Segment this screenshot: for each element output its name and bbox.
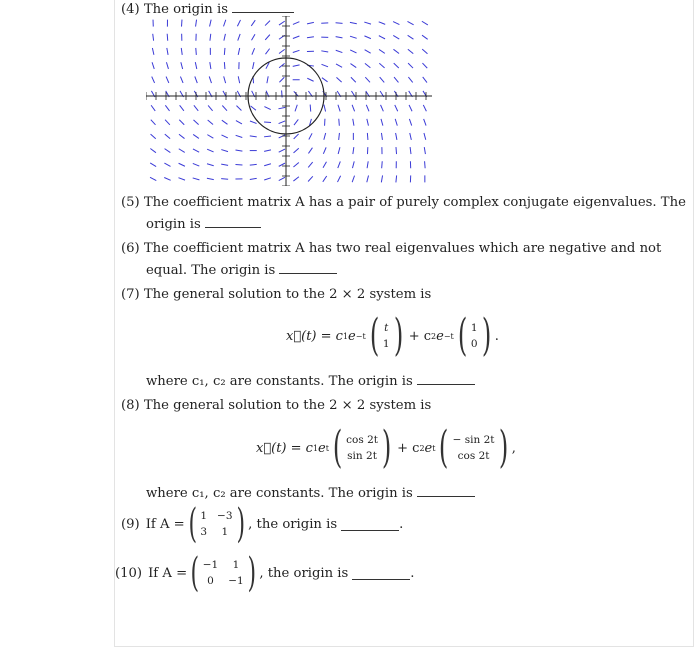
question-8 (121, 398, 431, 414)
subscript: 1 (312, 443, 319, 453)
field-segment (365, 63, 370, 67)
field-segment (407, 21, 413, 24)
field-segment (193, 134, 199, 138)
field-segment (252, 34, 255, 40)
question-text: equal. The origin is (146, 263, 276, 278)
field-segment (279, 135, 285, 138)
vector-entry: t (384, 322, 389, 334)
matrix-entry: −1 (202, 559, 219, 571)
field-segment (279, 149, 285, 152)
vector-entry: sin 2t (347, 450, 377, 462)
field-segment (353, 147, 354, 154)
question-number: (8) (121, 398, 140, 413)
question-text: The general solution to the 2 × 2 system is (143, 398, 432, 413)
field-segment (196, 20, 197, 27)
field-segment (321, 51, 328, 52)
field-segment (321, 64, 328, 67)
field-segment (279, 63, 284, 67)
field-segment (424, 133, 426, 140)
direction-field-svg (146, 16, 432, 186)
field-segment (393, 22, 399, 25)
field-segment (379, 49, 385, 53)
field-segment (294, 134, 299, 139)
field-segment (294, 148, 299, 153)
field-segment (194, 105, 198, 110)
field-segment (423, 77, 427, 83)
field-segment (153, 34, 154, 41)
answer-blank[interactable] (341, 518, 399, 531)
exponent: t (325, 443, 329, 453)
equation-lhs: x⃗(t) = c (286, 328, 343, 344)
field-segment (193, 163, 200, 166)
answer-blank[interactable] (417, 372, 475, 385)
field-segment (264, 122, 271, 123)
field-segment (236, 135, 243, 137)
vector-entry: 1 (382, 338, 390, 350)
matrix-entry: 1 (232, 559, 240, 571)
exp-base: e (436, 328, 444, 344)
question-text: where c₁, c₂ are constants. The origin is (146, 374, 413, 389)
field-segment (396, 133, 397, 140)
field-segment (425, 161, 426, 168)
field-segment (395, 105, 398, 111)
field-segment (396, 175, 397, 182)
subscript: 2 (431, 331, 437, 341)
matrix-entry: 0 (207, 575, 214, 587)
right-paren: ) (393, 310, 403, 361)
field-segment (250, 136, 257, 137)
field-segment (323, 147, 326, 153)
question-text: The origin is (143, 2, 228, 17)
field-segment (424, 119, 426, 126)
field-segment (252, 48, 255, 54)
exp-base: e (424, 440, 433, 456)
question-prefix: If A = (145, 516, 185, 532)
field-segment (164, 177, 170, 180)
question-text: where c₁, c₂ are constants. The origin is (146, 486, 413, 501)
question-7 (121, 287, 431, 303)
field-segment (196, 48, 197, 55)
question-5 (121, 195, 686, 211)
field-segment (179, 120, 184, 125)
field-segment (338, 147, 340, 154)
answer-blank[interactable] (232, 0, 294, 13)
field-segment (338, 161, 341, 168)
question-text: origin is (146, 217, 201, 232)
field-segment (181, 48, 182, 55)
matrix-entry: 1 (200, 510, 208, 522)
field-segment (309, 133, 312, 139)
question-suffix: , the origin is (259, 565, 349, 581)
field-segment (379, 63, 384, 68)
field-segment (308, 162, 312, 167)
field-segment (350, 36, 357, 38)
field-segment (337, 176, 340, 182)
field-segment (210, 20, 212, 27)
field-segment (208, 105, 213, 110)
field-segment (250, 164, 257, 165)
vector-entry: 1 (470, 322, 478, 334)
field-segment (279, 177, 285, 180)
field-segment (293, 163, 298, 167)
field-segment (264, 136, 271, 137)
left-paren: ( (439, 422, 449, 473)
field-segment (395, 119, 397, 126)
field-segment (293, 22, 299, 25)
field-segment (422, 35, 428, 39)
field-segment (264, 178, 271, 180)
left-paren: ( (190, 550, 200, 596)
field-segment (150, 177, 156, 180)
matrix-entry: 3 (200, 526, 208, 538)
field-segment (379, 22, 386, 25)
field-segment (408, 63, 413, 68)
field-segment (279, 49, 285, 53)
field-segment (310, 105, 311, 112)
field-segment (308, 148, 312, 154)
field-segment (408, 35, 414, 39)
field-segment (408, 77, 412, 82)
equation-end: . (494, 328, 499, 344)
question-prefix: If A = (148, 565, 188, 581)
matrix-a (200, 508, 232, 540)
field-segment (265, 35, 270, 40)
vector-2 (453, 432, 495, 464)
field-segment (224, 62, 225, 69)
question-number: (4) (121, 2, 140, 17)
field-segment (165, 149, 171, 153)
question-7-after (146, 372, 475, 390)
field-segment (179, 134, 185, 138)
field-segment (181, 62, 183, 69)
field-segment (381, 119, 383, 126)
period: . (410, 565, 415, 581)
answer-blank[interactable] (279, 261, 337, 274)
field-segment (324, 133, 326, 140)
field-segment (222, 120, 228, 124)
equation-end: , (511, 440, 516, 456)
field-segment (409, 105, 412, 111)
exponent: −t (355, 331, 366, 341)
field-segment (367, 119, 369, 126)
field-segment (253, 62, 254, 69)
field-segment (364, 22, 371, 24)
field-segment (352, 176, 354, 183)
field-segment (352, 161, 354, 168)
field-segment (338, 105, 340, 112)
matrix-entry: 1 (221, 526, 229, 538)
subscript: 2 (419, 443, 425, 453)
equation-lhs: x⃗(t) = c (256, 440, 313, 456)
exponent: t (432, 443, 436, 453)
question-9 (121, 502, 403, 546)
field-segment (195, 76, 197, 83)
exp-base: e (318, 440, 326, 456)
right-paren: ) (247, 550, 256, 596)
plus-term: + c (397, 440, 420, 456)
field-segment (350, 22, 357, 23)
field-segment (279, 77, 284, 82)
answer-blank[interactable] (205, 215, 261, 228)
field-segment (393, 35, 399, 39)
field-segment (264, 107, 270, 110)
field-segment (422, 63, 427, 68)
field-segment (167, 34, 168, 41)
field-segment (250, 178, 257, 179)
field-segment (308, 176, 313, 181)
field-segment (150, 163, 156, 167)
field-segment (180, 105, 184, 111)
field-segment (222, 135, 228, 138)
equation-7 (286, 310, 499, 361)
field-segment (152, 48, 154, 55)
question-number: (6) (121, 241, 140, 256)
field-segment (167, 48, 168, 55)
field-segment (350, 64, 356, 68)
field-segment (207, 164, 214, 166)
field-segment (236, 150, 243, 151)
field-segment (353, 119, 354, 126)
left-paren: ( (369, 310, 379, 361)
field-segment (195, 62, 196, 69)
field-segment (307, 37, 314, 38)
field-segment (422, 21, 428, 25)
field-segment (423, 105, 426, 111)
matrix-a (203, 557, 244, 589)
field-segment (381, 175, 382, 182)
field-segment (323, 162, 326, 168)
matrix-entry: −3 (217, 510, 233, 522)
field-segment (224, 48, 225, 55)
field-segment (379, 36, 385, 39)
left-paren: ( (332, 422, 343, 473)
field-segment (178, 178, 185, 180)
field-segment (339, 119, 340, 126)
field-segment (151, 120, 156, 125)
field-segment (250, 121, 257, 123)
field-segment (224, 20, 226, 27)
field-segment (367, 161, 368, 168)
field-segment (264, 164, 271, 166)
field-segment (152, 62, 154, 69)
vector-2 (471, 320, 478, 352)
field-segment (251, 106, 256, 110)
field-segment (365, 77, 370, 82)
subscript: 1 (342, 331, 349, 341)
field-segment (151, 134, 156, 139)
field-segment (336, 37, 343, 38)
answer-blank[interactable] (352, 567, 410, 580)
field-segment (380, 77, 385, 82)
field-segment (396, 147, 397, 154)
matrix-entry: −1 (228, 575, 244, 587)
field-segment (224, 76, 226, 83)
field-segment (352, 105, 354, 112)
field-segment (221, 150, 228, 152)
field-segment (165, 105, 169, 111)
question-number: (10) (115, 565, 143, 581)
field-segment (238, 48, 240, 55)
field-segment (193, 149, 199, 152)
direction-field-plot (146, 16, 432, 186)
exponent: −t (443, 331, 454, 341)
question-text: The coefficient matrix A has a pair of purely complex conjugate eigenvalues. The (143, 195, 686, 210)
field-segment (351, 77, 356, 82)
field-segment (208, 120, 213, 125)
field-segment (293, 50, 300, 52)
field-segment (293, 65, 300, 67)
question-10 (115, 551, 415, 595)
question-suffix: , the origin is (248, 516, 338, 532)
field-segment (367, 176, 369, 183)
field-segment (336, 64, 342, 67)
field-segment (165, 120, 170, 125)
field-segment (279, 121, 286, 124)
field-segment (209, 76, 211, 83)
field-segment (165, 134, 170, 139)
question-8-after (146, 484, 475, 502)
field-segment (424, 147, 425, 154)
field-segment (336, 23, 343, 24)
vector-entry: − sin 2t (452, 434, 495, 446)
field-segment (293, 177, 299, 181)
right-paren: ) (481, 310, 491, 361)
left-paren: ( (457, 310, 468, 361)
field-segment (193, 120, 198, 125)
field-segment (251, 20, 255, 26)
equation-8 (256, 422, 516, 473)
field-segment (365, 50, 371, 54)
field-segment (152, 77, 155, 83)
question-number: (9) (121, 516, 140, 532)
field-segment (151, 105, 155, 111)
field-segment (307, 22, 314, 24)
field-segment (366, 105, 369, 111)
field-segment (367, 133, 368, 140)
field-segment (180, 77, 183, 83)
field-segment (322, 78, 328, 82)
field-segment (279, 21, 285, 25)
field-segment (295, 105, 297, 112)
field-segment (267, 76, 268, 83)
field-segment (238, 34, 240, 41)
question-number: (5) (121, 195, 140, 210)
field-segment (207, 149, 213, 152)
field-segment (364, 36, 370, 39)
field-segment (408, 49, 413, 53)
plus-term: + c (408, 328, 432, 344)
question-6 (121, 241, 661, 257)
field-segment (193, 178, 200, 180)
field-segment (381, 105, 384, 111)
field-segment (394, 63, 399, 68)
exp-base: e (348, 328, 356, 344)
answer-blank[interactable] (417, 484, 475, 497)
field-segment (382, 161, 383, 168)
field-segment (224, 34, 226, 41)
field-segment (150, 148, 156, 152)
field-segment (422, 49, 427, 54)
vector-entry: cos 2t (346, 434, 378, 446)
field-segment (293, 36, 300, 39)
field-segment (222, 105, 227, 110)
period: . (399, 516, 404, 532)
vector-entry: 0 (470, 338, 478, 350)
field-segment (166, 77, 169, 83)
field-segment (324, 105, 326, 112)
field-segment (179, 149, 185, 153)
right-paren: ) (381, 422, 392, 473)
field-segment (394, 77, 398, 82)
field-segment (307, 78, 313, 81)
left-paren: ( (188, 501, 197, 547)
field-segment (207, 135, 213, 139)
question-number: (7) (121, 287, 140, 302)
question-text: The coefficient matrix A has two real eigenvalues which are negative and not (143, 241, 662, 256)
question-text: The general solution to the 2 × 2 system is (143, 287, 432, 302)
field-segment (336, 77, 341, 82)
field-segment (265, 49, 269, 55)
field-segment (236, 106, 241, 111)
field-segment (339, 133, 340, 140)
vector-entry: cos 2t (457, 450, 490, 462)
right-paren: ) (236, 501, 245, 547)
field-segment (323, 176, 327, 182)
field-segment (409, 119, 411, 126)
field-segment (238, 76, 239, 83)
field-segment (410, 133, 412, 140)
field-segment (410, 147, 411, 154)
field-segment (294, 119, 298, 125)
vector-1 (346, 432, 378, 464)
vector-1 (383, 320, 390, 352)
question-5-line2 (146, 215, 261, 233)
field-segment (179, 163, 185, 166)
field-segment (207, 178, 214, 179)
field-segment (264, 150, 271, 151)
right-paren: ) (498, 422, 508, 473)
field-segment (221, 179, 228, 180)
field-segment (166, 62, 168, 69)
field-segment (393, 49, 399, 53)
field-segment (221, 164, 228, 165)
field-segment (278, 107, 285, 108)
field-segment (210, 62, 211, 69)
field-segment (381, 133, 382, 140)
question-6-line2 (146, 261, 337, 279)
field-segment (350, 50, 356, 53)
field-segment (237, 20, 240, 26)
field-segment (164, 163, 170, 166)
field-segment (336, 50, 343, 52)
field-segment (236, 121, 242, 124)
field-segment (210, 34, 211, 41)
field-segment (265, 21, 270, 26)
